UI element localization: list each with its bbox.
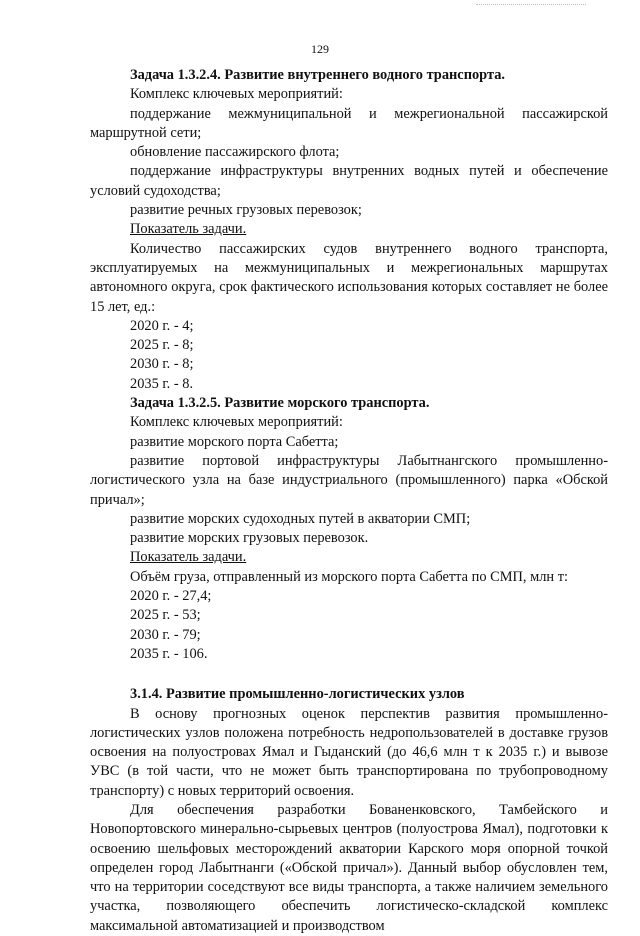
measures-intro: Комплекс ключевых мероприятий: xyxy=(130,86,343,103)
indicator-value: 2035 г. - 106. xyxy=(130,645,208,662)
measure-item: поддержание межмуниципальной и межрегиональной пассажирской маршрутной сети; xyxy=(90,105,608,141)
body-paragraph: Для обеспечения разработки Бованенковского, Тамбейского и Новопортовского минерально-сырьевых центров (полуострова Ямал), подготовки к освоению шельфовых месторождений акватории Карского моря опорной точкой определен город Лабытнанги («Обской причал»). Данный выбор обусловлен тем, что на территории соседствуют все виды транспорта, а также наличием земельного участка, позволяющего обеспечить логистическо-складской комплекс максимальной автоматизацией и производством xyxy=(90,801,608,934)
section-logistics-heading: 3.1.4. Развитие промышленно-логистических узлов xyxy=(130,686,465,703)
body-paragraph: В основу прогнозных оценок перспектив развития промышленно-логистических узлов положена потребность недропользователей в доставке грузов освоения на полуостровах Ямал и Гыданский (до 46,6 млн т к 2035 г.) и вывозе УВС (в той части, что не может быть транспортирована по трубопроводному транспорту) с новых территорий освоения. xyxy=(90,705,608,799)
indicator-value: 2020 г. - 27,4; xyxy=(130,588,212,605)
document-body xyxy=(90,66,608,936)
measure-item: развитие морских судоходных путей в акватории СМП; xyxy=(130,510,471,527)
indicator-label: Показатель задачи. xyxy=(130,221,247,238)
indicator-text: Объём груза, отправленный из морского порта Сабетта по СМП, млн т: xyxy=(130,568,568,585)
measures-intro: Комплекс ключевых мероприятий: xyxy=(130,414,343,431)
measure-item: обновление пассажирского флота; xyxy=(130,144,340,161)
indicator-value: 2035 г. - 8. xyxy=(130,375,194,392)
page-number: 129 xyxy=(311,42,329,56)
scan-edge-mark xyxy=(476,4,586,6)
indicator-value: 2025 г. - 8; xyxy=(130,337,194,354)
measure-item: развитие речных грузовых перевозок; xyxy=(130,202,362,219)
measure-item: развитие портовой инфраструктуры Лабытнангского промышленно-логистического узла на базе индустриального (промышленного) парка «Обской причал»; xyxy=(90,452,608,508)
measure-item: развитие морского порта Сабетта; xyxy=(130,433,339,450)
indicator-label: Показатель задачи. xyxy=(130,549,247,566)
task-inland-water-heading: Задача 1.3.2.4. Развитие внутреннего водного транспорта. xyxy=(130,67,506,83)
section-spacer xyxy=(90,664,608,685)
indicator-text: Количество пассажирских судов внутреннего водного транспорта, эксплуатируемых на межмуниципальных и межрегиональных маршрутах автономного округа, срок фактического использования которых составляет не более 15 лет, ед.: xyxy=(90,240,608,315)
indicator-value: 2030 г. - 8; xyxy=(130,356,194,373)
indicator-value: 2025 г. - 53; xyxy=(130,607,201,624)
measure-item: развитие морских грузовых перевозок. xyxy=(130,530,369,547)
measure-item: поддержание инфраструктуры внутренних водных путей и обеспечение условий судоходства; xyxy=(90,163,608,199)
task-maritime-heading: Задача 1.3.2.5. Развитие морского транспорта. xyxy=(130,395,430,412)
indicator-value: 2020 г. - 4; xyxy=(130,317,194,334)
indicator-value: 2030 г. - 79; xyxy=(130,626,201,643)
